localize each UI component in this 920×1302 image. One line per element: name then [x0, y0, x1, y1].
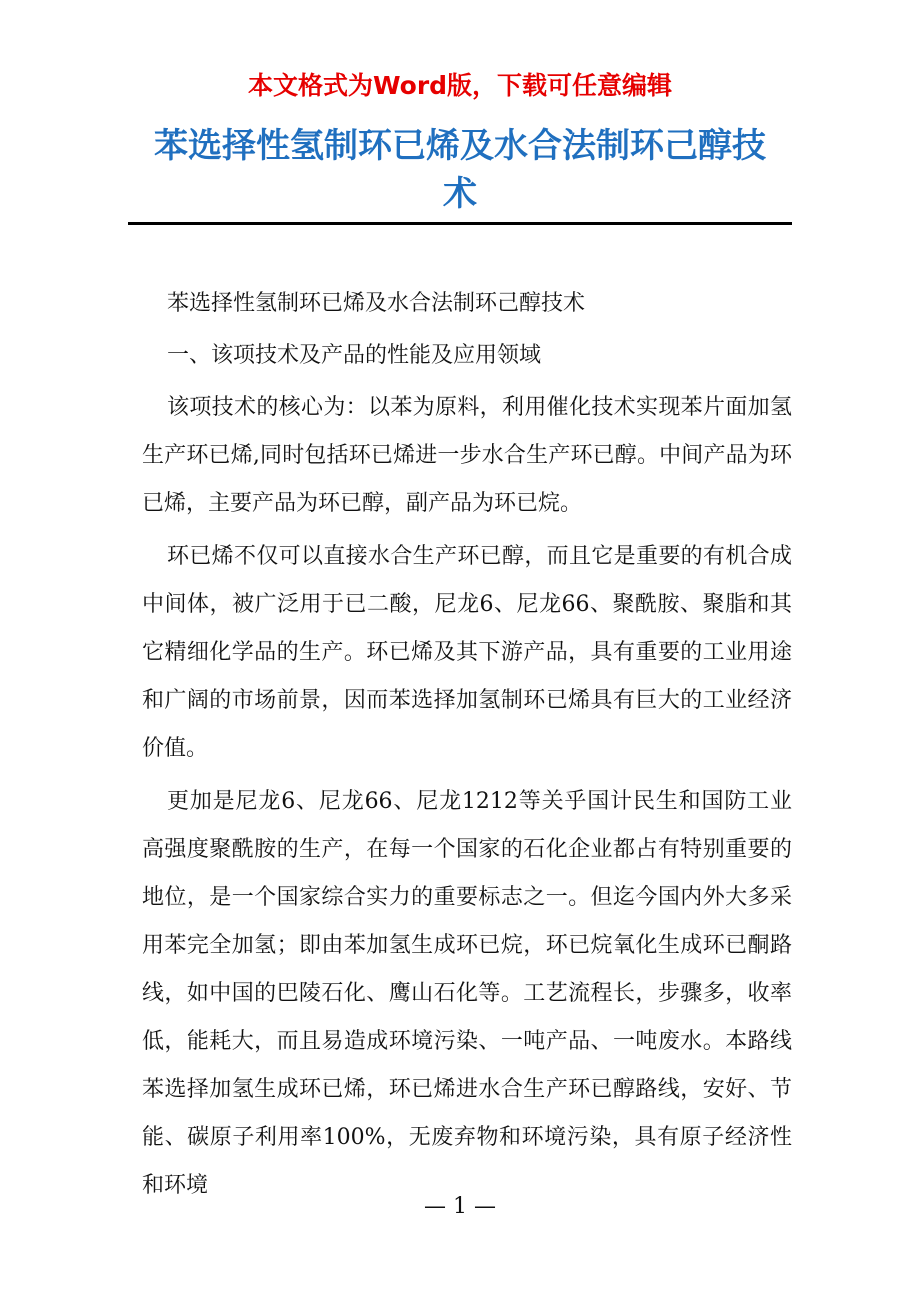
- section-heading: 一、该项技术及产品的性能及应用领域: [167, 343, 542, 368]
- paragraph-2: 环已烯不仅可以直接水合生产环已醇，而且它是重要的有机合成中间体，被广泛用于已二酸，尼龙6、尼龙66、聚酰胺、聚脂和其它精细化学品的生产。环已烯及其下游产品，具有重要的工业用途和广阔的市场前景，因而苯选择加氢制环已烯具有巨大的工业经济价值。: [142, 544, 792, 761]
- format-notice: 本文格式为Word版，下载可任意编辑: [247, 71, 673, 100]
- paragraph-3: 更加是尼龙6、尼龙66、尼龙1212等关乎国计民生和国防工业高强度聚酰胺的生产，在每一个国家的石化企业都占有特别重要的地位，是一个国家综合实力的重要标志之一。但迄今国内外大多采用苯完全加氢；即由苯加氢生成环已烷，环已烷氧化生成环已酮路线，如中国的巴陵石化、鹰山石化等。工艺流程长，步骤多，收率低，能耗大，而且易造成环境污染、一吨产品、一吨废水。本路线苯选择加氢生成环已烯，环已烯进水合生产环已醇路线，安好、节能、碳原子利用率100%，无废弃物和环境污染，具有原子经济性和环境: [142, 789, 792, 1198]
- page-number: — 1 —: [424, 1194, 496, 1219]
- lead-title: 苯选择性氢制环已烯及水合法制环己醇技术: [167, 291, 586, 316]
- document-body: [142, 280, 792, 1215]
- document-title: 苯选择性氢制环已烯及水合法制环己醇技术: [154, 126, 766, 214]
- paragraph-1: 该项技术的核心为：以苯为原料，利用催化技术实现苯片面加氢生产环已烯,同时包括环已烯进一步水合生产环已醇。中间产品为环已烯，主要产品为环已醇，副产品为环已烷。: [142, 395, 792, 516]
- title-divider: [128, 222, 792, 225]
